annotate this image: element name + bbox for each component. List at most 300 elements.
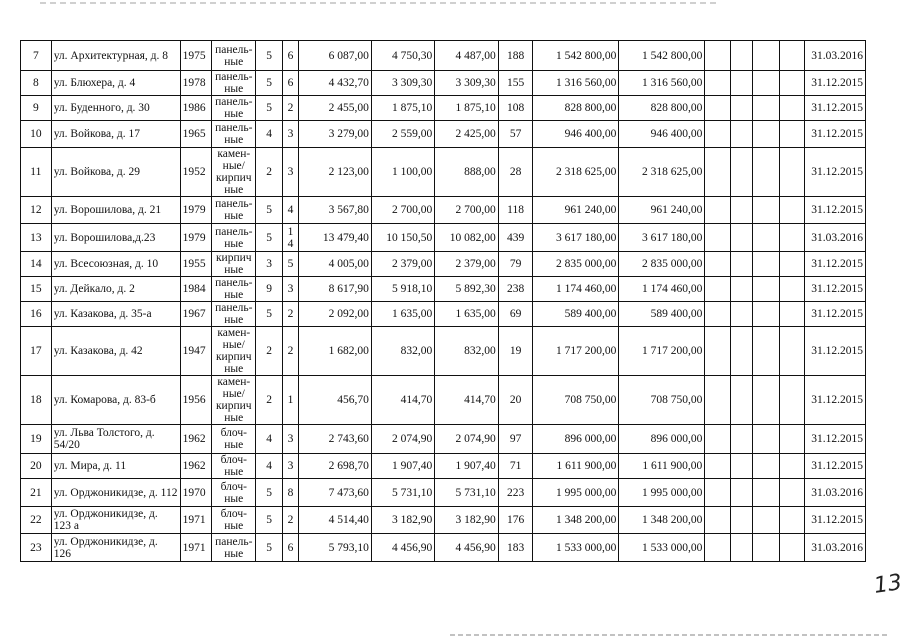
- year-cell: 1965: [180, 121, 212, 148]
- address-cell: ул. Казакова, д. 42: [51, 327, 180, 376]
- living-area-cell: 1 875,10: [371, 96, 434, 121]
- residential-area-cell: 888,00: [435, 148, 498, 197]
- year-cell: 1952: [180, 148, 212, 197]
- floors-cell: 5: [256, 96, 283, 121]
- living-area-cell: 2 700,00: [371, 197, 434, 224]
- empty-cell: [705, 376, 731, 425]
- year-cell: 1955: [180, 252, 212, 277]
- address-cell: ул. Ворошилова,д.23: [51, 224, 180, 252]
- empty-cell: [779, 327, 804, 376]
- residential-area-cell: 3 309,30: [435, 71, 498, 96]
- total-area-cell: 4 005,00: [299, 252, 372, 277]
- address-cell: ул. Комарова, д. 83-б: [51, 376, 180, 425]
- row-number: 16: [21, 302, 52, 327]
- address-cell: ул. Казакова, д. 35-а: [51, 302, 180, 327]
- empty-cell: [753, 41, 780, 71]
- empty-cell: [779, 534, 804, 562]
- residents-cell: 28: [498, 148, 533, 197]
- empty-cell: [730, 197, 753, 224]
- material-cell: панель-ные: [212, 224, 256, 252]
- fund-cost-cell: 2 835 000,00: [619, 252, 705, 277]
- year-cell: 1967: [180, 302, 212, 327]
- empty-cell: [753, 252, 780, 277]
- residential-area-cell: 414,70: [435, 376, 498, 425]
- empty-cell: [730, 224, 753, 252]
- total-cost-cell: 2 835 000,00: [533, 252, 619, 277]
- total-area-cell: 7 473,60: [299, 479, 372, 507]
- total-cost-cell: 2 318 625,00: [533, 148, 619, 197]
- total-area-cell: 4 514,40: [299, 507, 372, 534]
- residential-area-cell: 2 379,00: [435, 252, 498, 277]
- residential-area-cell: 2 700,00: [435, 197, 498, 224]
- residents-cell: 57: [498, 121, 533, 148]
- year-cell: 1970: [180, 479, 212, 507]
- date-cell: 31.12.2015: [804, 277, 865, 302]
- material-cell: блоч-ные: [212, 454, 256, 479]
- address-cell: ул. Орджоникидзе, д. 112: [51, 479, 180, 507]
- fund-cost-cell: 946 400,00: [619, 121, 705, 148]
- material-cell: панель-ные: [212, 96, 256, 121]
- row-number: 22: [21, 507, 52, 534]
- floors-cell: 5: [256, 302, 283, 327]
- total-cost-cell: 1 542 800,00: [533, 41, 619, 71]
- empty-cell: [730, 41, 753, 71]
- material-cell: блоч-ные: [212, 507, 256, 534]
- date-cell: 31.12.2015: [804, 252, 865, 277]
- total-cost-cell: 896 000,00: [533, 425, 619, 454]
- entrances-cell: 5: [282, 252, 298, 277]
- empty-cell: [753, 224, 780, 252]
- floors-cell: 5: [256, 479, 283, 507]
- total-cost-cell: 708 750,00: [533, 376, 619, 425]
- fund-cost-cell: 1 316 560,00: [619, 71, 705, 96]
- total-area-cell: 3 567,80: [299, 197, 372, 224]
- entrances-cell: 2: [282, 302, 298, 327]
- floors-cell: 2: [256, 148, 283, 197]
- material-cell: панель-ные: [212, 534, 256, 562]
- date-cell: 31.03.2016: [804, 224, 865, 252]
- floors-cell: 2: [256, 327, 283, 376]
- date-cell: 31.03.2016: [804, 41, 865, 71]
- fund-cost-cell: 896 000,00: [619, 425, 705, 454]
- empty-cell: [753, 454, 780, 479]
- empty-cell: [705, 121, 731, 148]
- table-row: [21, 224, 866, 252]
- empty-cell: [779, 197, 804, 224]
- table-row: [21, 121, 866, 148]
- table-row: [21, 376, 866, 425]
- empty-cell: [730, 425, 753, 454]
- total-cost-cell: 828 800,00: [533, 96, 619, 121]
- residents-cell: 108: [498, 96, 533, 121]
- empty-cell: [753, 121, 780, 148]
- empty-cell: [753, 277, 780, 302]
- empty-cell: [705, 479, 731, 507]
- row-number: 21: [21, 479, 52, 507]
- page-number: 13: [872, 570, 904, 599]
- total-area-cell: 13 479,40: [299, 224, 372, 252]
- total-area-cell: 2 455,00: [299, 96, 372, 121]
- row-number: 23: [21, 534, 52, 562]
- row-number: 12: [21, 197, 52, 224]
- total-area-cell: 8 617,90: [299, 277, 372, 302]
- total-area-cell: 2 743,60: [299, 425, 372, 454]
- date-cell: 31.12.2015: [804, 376, 865, 425]
- material-cell: камен-ные/ кирпич ные: [212, 327, 256, 376]
- scan-artifact-top: [40, 2, 720, 4]
- floors-cell: 2: [256, 376, 283, 425]
- date-cell: 31.12.2015: [804, 71, 865, 96]
- empty-cell: [705, 252, 731, 277]
- table-row: [21, 197, 866, 224]
- address-cell: ул. Орджоникидзе, д. 123 а: [51, 507, 180, 534]
- residents-cell: 97: [498, 425, 533, 454]
- living-area-cell: 2 379,00: [371, 252, 434, 277]
- fund-cost-cell: 589 400,00: [619, 302, 705, 327]
- date-cell: 31.12.2015: [804, 507, 865, 534]
- year-cell: 1971: [180, 507, 212, 534]
- floors-cell: 4: [256, 454, 283, 479]
- empty-cell: [705, 41, 731, 71]
- empty-cell: [730, 534, 753, 562]
- empty-cell: [705, 454, 731, 479]
- empty-cell: [753, 148, 780, 197]
- entrances-cell: 3: [282, 454, 298, 479]
- table-row: [21, 252, 866, 277]
- date-cell: 31.12.2015: [804, 121, 865, 148]
- date-cell: 31.12.2015: [804, 96, 865, 121]
- year-cell: 1984: [180, 277, 212, 302]
- address-cell: ул. Войкова, д. 17: [51, 121, 180, 148]
- row-number: 7: [21, 41, 52, 71]
- fund-cost-cell: 828 800,00: [619, 96, 705, 121]
- material-cell: камен-ные/ кирпич ные: [212, 376, 256, 425]
- row-number: 11: [21, 148, 52, 197]
- empty-cell: [753, 96, 780, 121]
- year-cell: 1962: [180, 425, 212, 454]
- residents-cell: 79: [498, 252, 533, 277]
- empty-cell: [730, 277, 753, 302]
- address-cell: ул. Дейкало, д. 2: [51, 277, 180, 302]
- entrances-cell: 6: [282, 534, 298, 562]
- material-cell: панель-ные: [212, 302, 256, 327]
- empty-cell: [779, 302, 804, 327]
- table-row: [21, 425, 866, 454]
- residential-area-cell: 5 892,30: [435, 277, 498, 302]
- empty-cell: [705, 327, 731, 376]
- living-area-cell: 414,70: [371, 376, 434, 425]
- fund-cost-cell: 1 611 900,00: [619, 454, 705, 479]
- total-cost-cell: 961 240,00: [533, 197, 619, 224]
- row-number: 9: [21, 96, 52, 121]
- empty-cell: [705, 96, 731, 121]
- table-body: [21, 41, 866, 562]
- material-cell: панель-ные: [212, 41, 256, 71]
- empty-cell: [753, 425, 780, 454]
- empty-cell: [753, 197, 780, 224]
- date-cell: 31.03.2016: [804, 479, 865, 507]
- table-row: [21, 507, 866, 534]
- housing-registry-table: [20, 40, 866, 562]
- total-area-cell: 4 432,70: [299, 71, 372, 96]
- year-cell: 1947: [180, 327, 212, 376]
- total-area-cell: 3 279,00: [299, 121, 372, 148]
- empty-cell: [730, 148, 753, 197]
- entrances-cell: 6: [282, 41, 298, 71]
- empty-cell: [705, 507, 731, 534]
- table-row: [21, 41, 866, 71]
- address-cell: ул. Ворошилова, д. 21: [51, 197, 180, 224]
- entrances-cell: 3: [282, 148, 298, 197]
- fund-cost-cell: 3 617 180,00: [619, 224, 705, 252]
- empty-cell: [779, 507, 804, 534]
- entrances-cell: 4: [282, 197, 298, 224]
- residents-cell: 118: [498, 197, 533, 224]
- empty-cell: [705, 224, 731, 252]
- date-cell: 31.12.2015: [804, 425, 865, 454]
- fund-cost-cell: 1 717 200,00: [619, 327, 705, 376]
- residential-area-cell: 10 082,00: [435, 224, 498, 252]
- total-area-cell: 1 682,00: [299, 327, 372, 376]
- residential-area-cell: 1 907,40: [435, 454, 498, 479]
- empty-cell: [779, 425, 804, 454]
- empty-cell: [730, 327, 753, 376]
- entrances-cell: 2: [282, 507, 298, 534]
- scan-artifact-bottom: [450, 634, 890, 636]
- empty-cell: [730, 121, 753, 148]
- empty-cell: [779, 376, 804, 425]
- floors-cell: 5: [256, 534, 283, 562]
- empty-cell: [753, 507, 780, 534]
- table-row: [21, 454, 866, 479]
- entrances-cell: 1 4: [282, 224, 298, 252]
- residential-area-cell: 4 456,90: [435, 534, 498, 562]
- address-cell: ул. Всесоюзная, д. 10: [51, 252, 180, 277]
- date-cell: 31.12.2015: [804, 302, 865, 327]
- total-cost-cell: 946 400,00: [533, 121, 619, 148]
- residents-cell: 223: [498, 479, 533, 507]
- living-area-cell: 1 907,40: [371, 454, 434, 479]
- row-number: 20: [21, 454, 52, 479]
- empty-cell: [730, 454, 753, 479]
- residential-area-cell: 5 731,10: [435, 479, 498, 507]
- empty-cell: [779, 454, 804, 479]
- address-cell: ул. Буденного, д. 30: [51, 96, 180, 121]
- floors-cell: 3: [256, 252, 283, 277]
- entrances-cell: 6: [282, 71, 298, 96]
- floors-cell: 5: [256, 224, 283, 252]
- residential-area-cell: 4 487,00: [435, 41, 498, 71]
- entrances-cell: 3: [282, 425, 298, 454]
- material-cell: блоч-ные: [212, 479, 256, 507]
- residents-cell: 155: [498, 71, 533, 96]
- total-area-cell: 6 087,00: [299, 41, 372, 71]
- residential-area-cell: 3 182,90: [435, 507, 498, 534]
- year-cell: 1979: [180, 224, 212, 252]
- table-row: [21, 277, 866, 302]
- floors-cell: 4: [256, 121, 283, 148]
- table-row: [21, 96, 866, 121]
- floors-cell: 5: [256, 41, 283, 71]
- total-cost-cell: 1 348 200,00: [533, 507, 619, 534]
- row-number: 8: [21, 71, 52, 96]
- empty-cell: [753, 534, 780, 562]
- total-cost-cell: 1 611 900,00: [533, 454, 619, 479]
- row-number: 17: [21, 327, 52, 376]
- empty-cell: [779, 96, 804, 121]
- fund-cost-cell: 708 750,00: [619, 376, 705, 425]
- year-cell: 1956: [180, 376, 212, 425]
- fund-cost-cell: 2 318 625,00: [619, 148, 705, 197]
- living-area-cell: 4 456,90: [371, 534, 434, 562]
- empty-cell: [779, 224, 804, 252]
- residential-area-cell: 1 875,10: [435, 96, 498, 121]
- year-cell: 1975: [180, 41, 212, 71]
- living-area-cell: 3 182,90: [371, 507, 434, 534]
- year-cell: 1986: [180, 96, 212, 121]
- total-cost-cell: 589 400,00: [533, 302, 619, 327]
- empty-cell: [753, 479, 780, 507]
- empty-cell: [779, 121, 804, 148]
- residential-area-cell: 1 635,00: [435, 302, 498, 327]
- living-area-cell: 4 750,30: [371, 41, 434, 71]
- empty-cell: [730, 302, 753, 327]
- total-area-cell: 2 123,00: [299, 148, 372, 197]
- floors-cell: 5: [256, 71, 283, 96]
- residents-cell: 20: [498, 376, 533, 425]
- empty-cell: [705, 425, 731, 454]
- residential-area-cell: 2 425,00: [435, 121, 498, 148]
- empty-cell: [779, 479, 804, 507]
- residents-cell: 19: [498, 327, 533, 376]
- residential-area-cell: 832,00: [435, 327, 498, 376]
- fund-cost-cell: 1 533 000,00: [619, 534, 705, 562]
- entrances-cell: 1: [282, 376, 298, 425]
- entrances-cell: 2: [282, 327, 298, 376]
- empty-cell: [730, 479, 753, 507]
- fund-cost-cell: 1 348 200,00: [619, 507, 705, 534]
- residents-cell: 188: [498, 41, 533, 71]
- floors-cell: 5: [256, 197, 283, 224]
- table-row: [21, 327, 866, 376]
- year-cell: 1979: [180, 197, 212, 224]
- floors-cell: 9: [256, 277, 283, 302]
- empty-cell: [779, 277, 804, 302]
- living-area-cell: 5 918,10: [371, 277, 434, 302]
- living-area-cell: 10 150,50: [371, 224, 434, 252]
- living-area-cell: 2 559,00: [371, 121, 434, 148]
- table-row: [21, 71, 866, 96]
- residents-cell: 176: [498, 507, 533, 534]
- living-area-cell: 5 731,10: [371, 479, 434, 507]
- table-row: [21, 148, 866, 197]
- date-cell: 31.12.2015: [804, 148, 865, 197]
- date-cell: 31.12.2015: [804, 197, 865, 224]
- material-cell: блоч-ные: [212, 425, 256, 454]
- material-cell: камен-ные/ кирпич ные: [212, 148, 256, 197]
- total-cost-cell: 1 316 560,00: [533, 71, 619, 96]
- address-cell: ул. Льва Толстого, д. 54/20: [51, 425, 180, 454]
- empty-cell: [753, 327, 780, 376]
- total-area-cell: 2 092,00: [299, 302, 372, 327]
- empty-cell: [705, 277, 731, 302]
- fund-cost-cell: 1 542 800,00: [619, 41, 705, 71]
- row-number: 18: [21, 376, 52, 425]
- total-area-cell: 2 698,70: [299, 454, 372, 479]
- living-area-cell: 1 100,00: [371, 148, 434, 197]
- material-cell: панель-ные: [212, 71, 256, 96]
- address-cell: ул. Войкова, д. 29: [51, 148, 180, 197]
- year-cell: 1962: [180, 454, 212, 479]
- living-area-cell: 2 074,90: [371, 425, 434, 454]
- empty-cell: [753, 302, 780, 327]
- empty-cell: [705, 302, 731, 327]
- empty-cell: [779, 252, 804, 277]
- table-row: [21, 479, 866, 507]
- total-cost-cell: 1 995 000,00: [533, 479, 619, 507]
- empty-cell: [705, 197, 731, 224]
- year-cell: 1971: [180, 534, 212, 562]
- address-cell: ул. Архитектурная, д. 8: [51, 41, 180, 71]
- empty-cell: [779, 41, 804, 71]
- residents-cell: 69: [498, 302, 533, 327]
- entrances-cell: 3: [282, 277, 298, 302]
- empty-cell: [730, 71, 753, 96]
- address-cell: ул. Орджоникидзе, д. 126: [51, 534, 180, 562]
- empty-cell: [730, 507, 753, 534]
- total-area-cell: 456,70: [299, 376, 372, 425]
- floors-cell: 5: [256, 507, 283, 534]
- table-row: [21, 534, 866, 562]
- row-number: 13: [21, 224, 52, 252]
- entrances-cell: 8: [282, 479, 298, 507]
- total-cost-cell: 1 533 000,00: [533, 534, 619, 562]
- material-cell: кирпич ные: [212, 252, 256, 277]
- entrances-cell: 3: [282, 121, 298, 148]
- row-number: 10: [21, 121, 52, 148]
- living-area-cell: 832,00: [371, 327, 434, 376]
- residents-cell: 439: [498, 224, 533, 252]
- empty-cell: [730, 96, 753, 121]
- material-cell: панель-ные: [212, 277, 256, 302]
- date-cell: 31.12.2015: [804, 327, 865, 376]
- total-cost-cell: 1 174 460,00: [533, 277, 619, 302]
- material-cell: панель-ные: [212, 121, 256, 148]
- table-row: [21, 302, 866, 327]
- row-number: 14: [21, 252, 52, 277]
- empty-cell: [779, 148, 804, 197]
- empty-cell: [705, 534, 731, 562]
- empty-cell: [753, 71, 780, 96]
- row-number: 15: [21, 277, 52, 302]
- total-cost-cell: 3 617 180,00: [533, 224, 619, 252]
- living-area-cell: 1 635,00: [371, 302, 434, 327]
- residents-cell: 238: [498, 277, 533, 302]
- year-cell: 1978: [180, 71, 212, 96]
- row-number: 19: [21, 425, 52, 454]
- residents-cell: 183: [498, 534, 533, 562]
- fund-cost-cell: 961 240,00: [619, 197, 705, 224]
- empty-cell: [730, 252, 753, 277]
- material-cell: панель-ные: [212, 197, 256, 224]
- empty-cell: [705, 148, 731, 197]
- residents-cell: 71: [498, 454, 533, 479]
- empty-cell: [779, 71, 804, 96]
- floors-cell: 4: [256, 425, 283, 454]
- empty-cell: [705, 71, 731, 96]
- living-area-cell: 3 309,30: [371, 71, 434, 96]
- total-area-cell: 5 793,10: [299, 534, 372, 562]
